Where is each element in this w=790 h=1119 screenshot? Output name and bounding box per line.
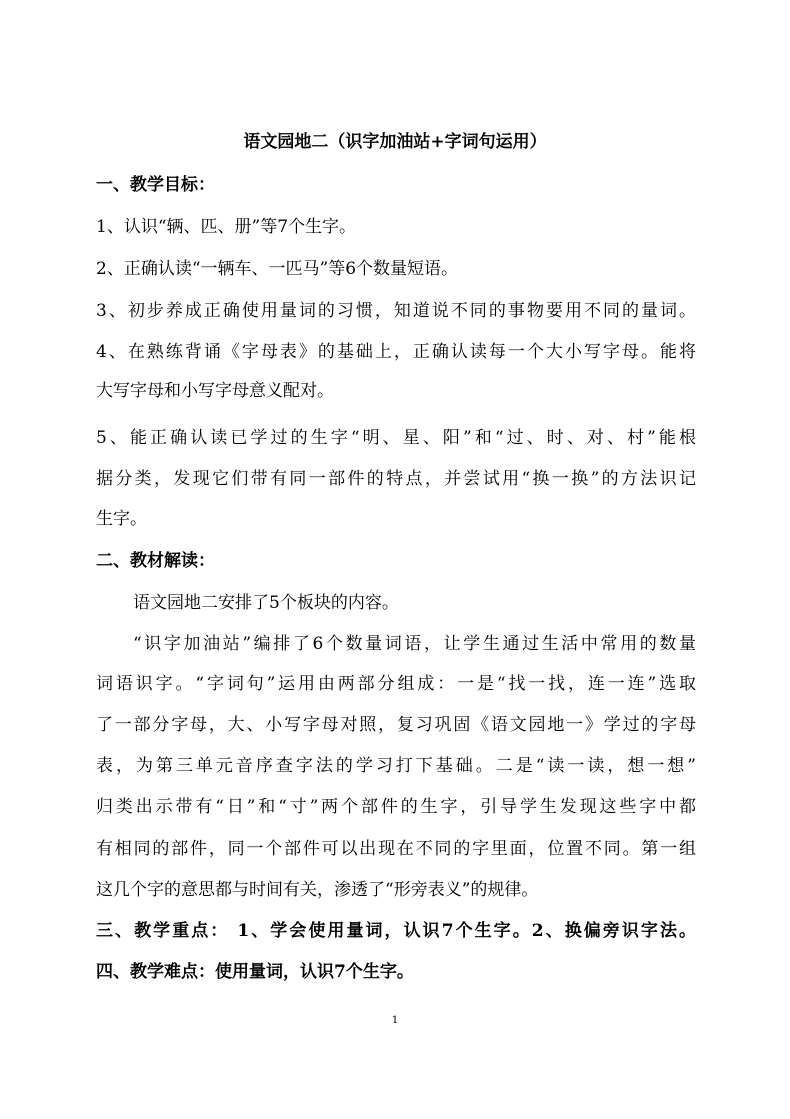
paragraph-line: 据分类，发现它们带有同一部件的特点，并尝试用“换一换”的方法识记 <box>96 469 696 489</box>
section-teaching-focus: 三、教学重点： 1、学会使用量词，认识7个生字。2、换偏旁识字法。 <box>96 921 696 941</box>
document-title: 语文园地二（识字加油站+字词句运用） <box>243 132 547 152</box>
paragraph-line: 2、正确认读“一辆车、一匹马”等6个数量短语。 <box>96 259 459 279</box>
paragraph-line: 语文园地二安排了5个板块的内容。 <box>133 593 399 613</box>
paragraph-line: 归类出示带有“日”和“寸”两个部件的生字，引导学生发现这些字中都 <box>96 797 696 817</box>
section-heading-teaching-goals: 一、教学目标： <box>96 175 215 195</box>
paragraph-line: 生字。 <box>96 509 147 529</box>
section-heading-material-reading: 二、教材解读： <box>96 551 215 571</box>
paragraph-line: 这几个字的意思都与时间有关，渗透了“形旁表义”的规律。 <box>96 880 539 900</box>
section-teaching-difficulty: 四、教学难点：使用量词，认识7个生字。 <box>96 962 414 982</box>
paragraph-line: 1、认识“辆、匹、册”等7个生字。 <box>96 217 357 237</box>
paragraph-line: 了一部分字母，大、小写字母对照，复习巩固《语文园地一》学过的字母 <box>96 715 696 735</box>
paragraph-line: 有相同的部件，同一个部件可以出现在不同的字里面，位置不同。第一组 <box>96 839 696 859</box>
paragraph-line: 词语识字。“字词句”运用由两部分组成：一是“找一找，连一连”选取 <box>96 674 696 694</box>
paragraph-line: 表，为第三单元音序查字法的学习打下基础。二是“读一读，想一想” <box>96 756 696 776</box>
paragraph-line: 4、在熟练背诵《字母表》的基础上，正确认读每一个大小写字母。能将 <box>96 342 696 362</box>
paragraph-line: “识字加油站”编排了6个数量词语，让学生通过生活中常用的数量 <box>133 634 696 654</box>
page-number: 1 <box>391 1015 399 1026</box>
paragraph-line: 3、初步养成正确使用量词的习惯，知道说不同的事物要用不同的量词。 <box>96 301 696 321</box>
paragraph-line: 5、能正确认读已学过的生字“明、星、阳”和“过、时、对、村”能根 <box>96 428 696 448</box>
paragraph-line: 大写字母和小写字母意义配对。 <box>96 381 334 401</box>
